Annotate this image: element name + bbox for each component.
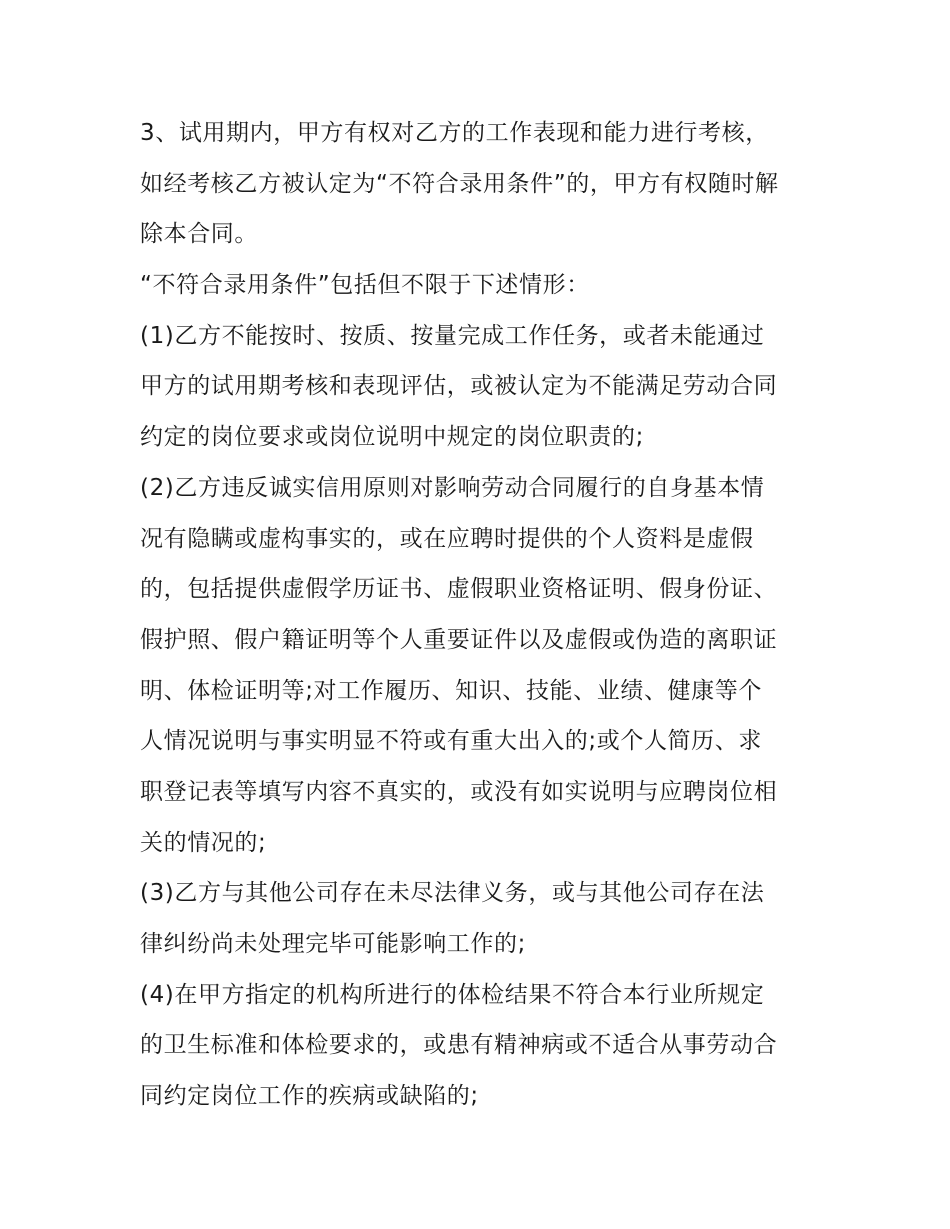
text-line: 的，包括提供虚假学历证书、虚假职业资格证明、假身份证、: [140, 576, 778, 603]
text-line: 除本合同。: [140, 221, 258, 248]
text-line: 如经考核乙方被认定为“不符合录用条件”的，甲方有权随时解: [140, 170, 779, 197]
document-body: [140, 108, 820, 1122]
text-line: 职登记表等填写内容不真实的，或没有如实说明与应聘岗位相: [140, 778, 778, 805]
text-line: 的卫生标准和体检要求的，或患有精神病或不适合从事劳动合: [140, 1032, 778, 1059]
text-line: 约定的岗位要求或岗位说明中规定的岗位职责的;: [140, 424, 644, 451]
text-line: (1)乙方不能按时、按质、按量完成工作任务，或者未能通过: [140, 322, 765, 349]
text-line: 假护照、假户籍证明等个人重要证件以及虚假或伪造的离职证: [140, 626, 778, 653]
text-line: (2)乙方违反诚实信用原则对影响劳动合同履行的自身基本情: [140, 474, 765, 501]
text-line: (3)乙方与其他公司存在未尽法律义务，或与其他公司存在法: [140, 880, 765, 907]
text-line: (4)在甲方指定的机构所进行的体检结果不符合本行业所规定: [140, 981, 765, 1008]
text-line: 人情况说明与事实明显不符或有重大出入的;或个人简历、求: [140, 728, 762, 755]
text-line: 况有隐瞒或虚构事实的，或在应聘时提供的个人资料是虚假: [140, 525, 754, 552]
text-line: “不符合录用条件”包括但不限于下述情形：: [140, 272, 590, 299]
text-line: 明、体检证明等;对工作履历、知识、技能、业绩、健康等个: [140, 677, 762, 704]
text-line: 律纠纷尚未处理完毕可能影响工作的;: [140, 931, 526, 957]
text-line: 关的情况的;: [140, 829, 267, 856]
text-line: 3、试用期内，甲方有权对乙方的工作表现和能力进行考核，: [140, 120, 769, 146]
text-line: 同约定岗位工作的疾病或缺陷的;: [140, 1083, 479, 1110]
text-line: 甲方的试用期考核和表现评估，或被认定为不能满足劳动合同: [140, 373, 778, 400]
